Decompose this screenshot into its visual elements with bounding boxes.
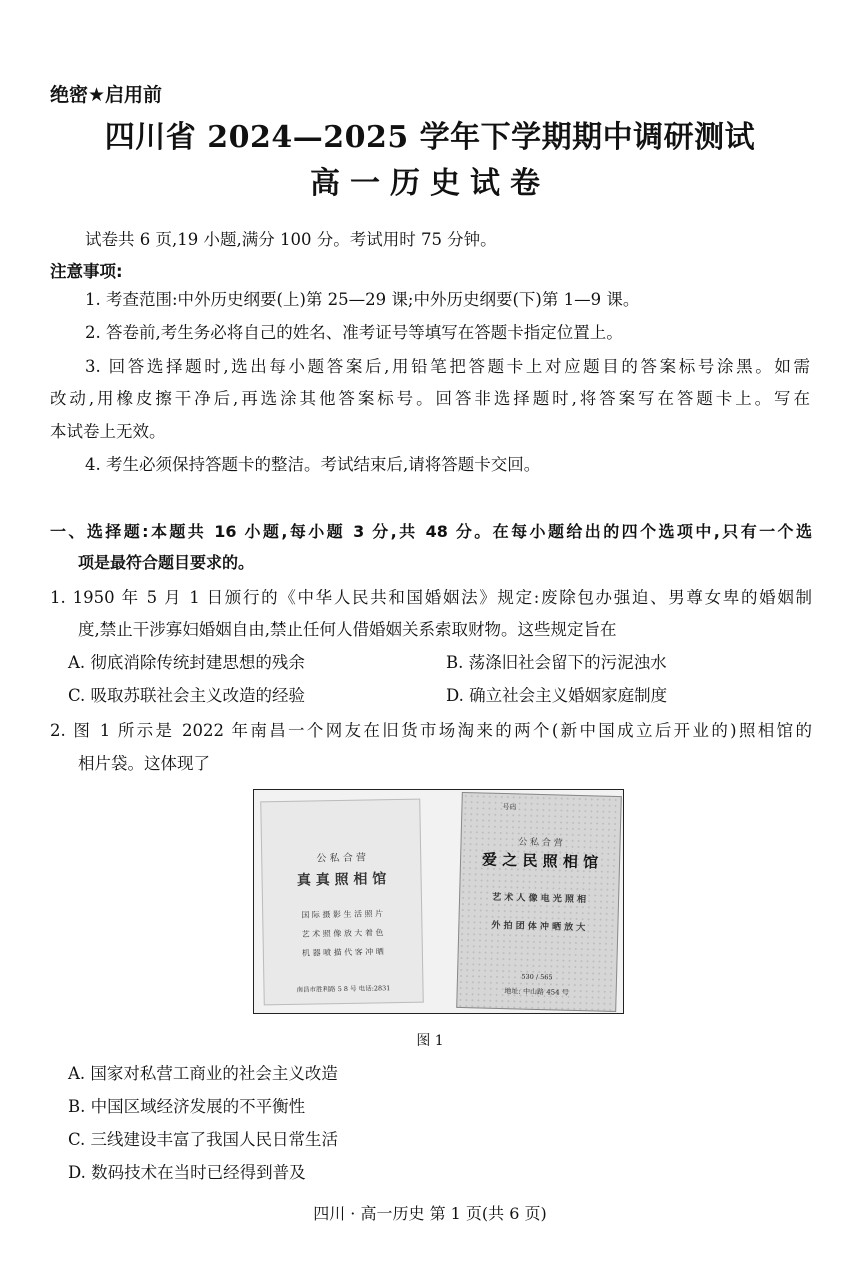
question-1-option-c: C. 吸取苏联社会主义改造的经验	[68, 686, 306, 705]
figure-caption: 图 1	[416, 1033, 444, 1049]
photo-envelope-zhenzhen	[260, 799, 424, 1006]
envelope-shop-name: 真 真 照 相 馆	[296, 871, 387, 889]
notice-item: 1. 考查范围:中外历史纲要(上)第 25—29 课;中外历史纲要(下)第 1—9 课。	[85, 290, 640, 309]
envelope-text: 公 私 合 营	[518, 837, 563, 849]
exam-subtitle: 高一历史试卷	[310, 166, 550, 201]
exam-intro: 试卷共 6 页,19 小题,满分 100 分。考试用时 75 分钟。	[85, 230, 497, 249]
notice-item: 3. 回答选择题时,选出每小题答案后,用铅笔把答题卡上对应题目的答案标号涂黑。如需	[85, 357, 810, 376]
exam-title: 四川省 2024—2025 学年下学期期中调研测试	[104, 120, 756, 155]
question-1-option-b: B. 荡涤旧社会留下的污泥浊水	[446, 653, 667, 672]
envelope-address: 南昌市胜利路 5 8 号 电话:2831	[296, 984, 391, 994]
question-1-option-d: D. 确立社会主义婚姻家庭制度	[446, 686, 668, 705]
envelope-text: 机 器 喷 描 代 客 冲 晒	[301, 947, 384, 958]
question-2-option-a: A. 国家对私营工商业的社会主义改造	[68, 1064, 338, 1083]
photo-envelope-aizhimin	[456, 792, 622, 1012]
question-2-option-c: C. 三线建设丰富了我国人民日常生活	[68, 1130, 339, 1149]
question-1-option-a: A. 彻底消除传统封建思想的残余	[68, 653, 305, 672]
envelope-text: 艺 术 照 像 放 大 着 色	[301, 928, 384, 939]
notice-heading: 注意事项:	[50, 262, 123, 281]
question-2-stem: 2. 图 1 所示是 2022 年南昌一个网友在旧货市场淘来的两个(新中国成立后开业的)照相馆的	[50, 721, 812, 740]
notice-item: 4. 考生必须保持答题卡的整洁。考试结束后,请将答题卡交回。	[85, 455, 541, 474]
notice-item: 本试卷上无效。	[50, 422, 166, 441]
question-2-option-b: B. 中国区域经济发展的不平衡性	[68, 1097, 306, 1116]
notice-item: 改动,用橡皮擦干净后,再选涂其他答案标号。回答非选择题时,将答案写在答题卡上。写在	[50, 389, 810, 408]
envelope-address: 地址: 中山路 454 号	[504, 987, 569, 997]
envelope-text: 国 际 摄 影 生 活 照 片	[301, 909, 384, 920]
section-heading: 一、选择题:本题共 16 小题,每小题 3 分,共 48 分。在每小题给出的四个选项中,只有一个选	[50, 522, 812, 541]
question-1-stem: 1. 1950 年 5 月 1 日颁行的《中华人民共和国婚姻法》规定:废除包办强迫、男尊女卑的婚姻制	[50, 588, 812, 607]
envelope-number-label: 号码	[502, 803, 517, 812]
secret-label: 绝密★启用前	[50, 84, 163, 106]
page-footer: 四川 · 高一历史 第 1 页(共 6 页)	[313, 1204, 547, 1223]
envelope-text: 公 私 合 营	[316, 852, 367, 865]
question-2-stem-cont: 相片袋。这体现了	[78, 754, 210, 773]
envelope-shop-name: 爱 之 民 照 相 馆	[481, 850, 599, 872]
envelope-text: 外 拍 团 体 冲 晒 放 大	[491, 920, 586, 934]
envelope-phone: 530 / 565	[521, 972, 553, 982]
question-1-stem-cont: 度,禁止干涉寡妇婚姻自由,禁止任何人借婚姻关系索取财物。这些规定旨在	[78, 620, 617, 639]
envelope-text: 艺 术 人 像 电 光 照 相	[491, 892, 587, 906]
figure-1-photo	[253, 789, 624, 1014]
notice-item: 2. 答卷前,考生务必将自己的姓名、准考证号等填写在答题卡指定位置上。	[85, 323, 623, 342]
section-heading-cont: 项是最符合题目要求的。	[78, 553, 255, 572]
question-2-option-d: D. 数码技术在当时已经得到普及	[68, 1163, 306, 1182]
